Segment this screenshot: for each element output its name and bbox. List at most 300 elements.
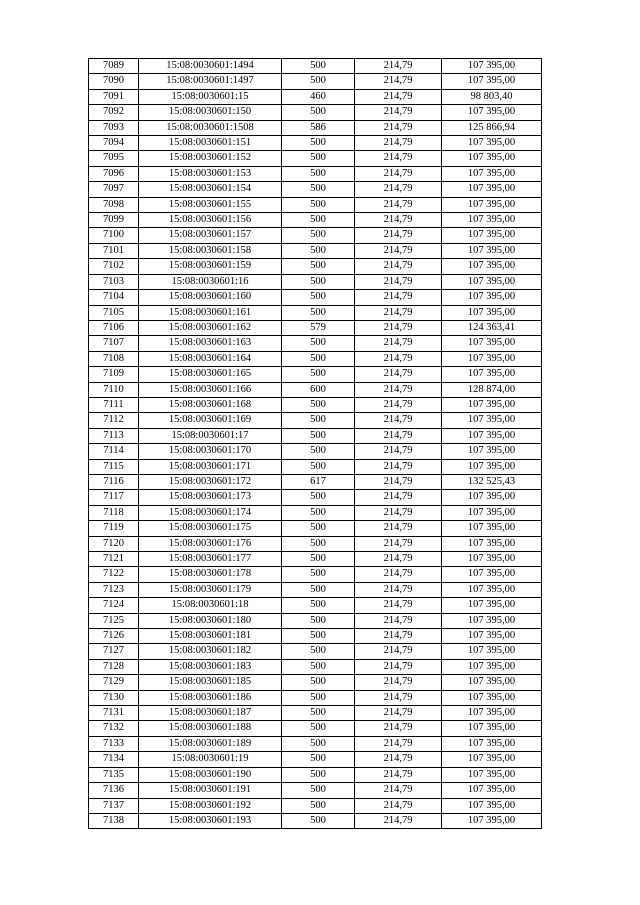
row-number-cell: 7097 xyxy=(89,182,139,197)
cadastral-number-cell: 15:08:0030601:17 xyxy=(139,428,282,443)
cadastral-number-cell: 15:08:0030601:166 xyxy=(139,382,282,397)
total-value-cell: 107 395,00 xyxy=(442,798,542,813)
total-value-cell: 107 395,00 xyxy=(442,136,542,151)
row-number-cell: 7105 xyxy=(89,305,139,320)
unit-price-cell: 214,79 xyxy=(355,767,442,782)
total-value-cell: 107 395,00 xyxy=(442,151,542,166)
row-number-cell: 7090 xyxy=(89,74,139,89)
area-cell: 500 xyxy=(282,505,355,520)
unit-price-cell: 214,79 xyxy=(355,813,442,828)
total-value-cell: 107 395,00 xyxy=(442,783,542,798)
unit-price-cell: 214,79 xyxy=(355,197,442,212)
table-row xyxy=(89,598,542,613)
unit-price-cell: 214,79 xyxy=(355,397,442,412)
area-cell: 500 xyxy=(282,274,355,289)
cadastral-number-cell: 15:08:0030601:154 xyxy=(139,182,282,197)
cadastral-number-cell: 15:08:0030601:192 xyxy=(139,798,282,813)
row-number-cell: 7092 xyxy=(89,105,139,120)
total-value-cell: 107 395,00 xyxy=(442,598,542,613)
area-cell: 500 xyxy=(282,521,355,536)
table-row xyxy=(89,721,542,736)
total-value-cell: 107 395,00 xyxy=(442,413,542,428)
table-row xyxy=(89,675,542,690)
table-row xyxy=(89,105,542,120)
unit-price-cell: 214,79 xyxy=(355,752,442,767)
total-value-cell: 107 395,00 xyxy=(442,490,542,505)
unit-price-cell: 214,79 xyxy=(355,243,442,258)
total-value-cell: 107 395,00 xyxy=(442,259,542,274)
unit-price-cell: 214,79 xyxy=(355,675,442,690)
unit-price-cell: 214,79 xyxy=(355,166,442,181)
total-value-cell: 132 525,43 xyxy=(442,474,542,489)
cadastral-number-cell: 15:08:0030601:18 xyxy=(139,598,282,613)
row-number-cell: 7134 xyxy=(89,752,139,767)
total-value-cell: 107 395,00 xyxy=(442,582,542,597)
area-cell: 500 xyxy=(282,721,355,736)
table-row xyxy=(89,444,542,459)
row-number-cell: 7122 xyxy=(89,567,139,582)
row-number-cell: 7094 xyxy=(89,136,139,151)
total-value-cell: 107 395,00 xyxy=(442,690,542,705)
total-value-cell: 107 395,00 xyxy=(442,521,542,536)
area-cell: 500 xyxy=(282,182,355,197)
area-cell: 500 xyxy=(282,613,355,628)
table-row xyxy=(89,582,542,597)
area-cell: 500 xyxy=(282,736,355,751)
cadastral-number-cell: 15:08:0030601:182 xyxy=(139,644,282,659)
cadastral-number-cell: 15:08:0030601:159 xyxy=(139,259,282,274)
cadastral-number-cell: 15:08:0030601:153 xyxy=(139,166,282,181)
row-number-cell: 7136 xyxy=(89,783,139,798)
row-number-cell: 7111 xyxy=(89,397,139,412)
total-value-cell: 107 395,00 xyxy=(442,767,542,782)
row-number-cell: 7089 xyxy=(89,59,139,74)
row-number-cell: 7104 xyxy=(89,290,139,305)
row-number-cell: 7114 xyxy=(89,444,139,459)
unit-price-cell: 214,79 xyxy=(355,105,442,120)
cadastral-number-cell: 15:08:0030601:188 xyxy=(139,721,282,736)
table-row xyxy=(89,274,542,289)
total-value-cell: 107 395,00 xyxy=(442,182,542,197)
total-value-cell: 107 395,00 xyxy=(442,644,542,659)
unit-price-cell: 214,79 xyxy=(355,213,442,228)
unit-price-cell: 214,79 xyxy=(355,644,442,659)
table-row xyxy=(89,736,542,751)
cadastral-number-cell: 15:08:0030601:19 xyxy=(139,752,282,767)
area-cell: 500 xyxy=(282,428,355,443)
total-value-cell: 98 803,40 xyxy=(442,89,542,104)
area-cell: 500 xyxy=(282,444,355,459)
unit-price-cell: 214,79 xyxy=(355,444,442,459)
area-cell: 500 xyxy=(282,243,355,258)
table-row xyxy=(89,136,542,151)
row-number-cell: 7128 xyxy=(89,659,139,674)
unit-price-cell: 214,79 xyxy=(355,413,442,428)
cadastral-number-cell: 15:08:0030601:174 xyxy=(139,505,282,520)
unit-price-cell: 214,79 xyxy=(355,721,442,736)
row-number-cell: 7120 xyxy=(89,536,139,551)
area-cell: 500 xyxy=(282,197,355,212)
row-number-cell: 7100 xyxy=(89,228,139,243)
total-value-cell: 107 395,00 xyxy=(442,613,542,628)
area-cell: 500 xyxy=(282,105,355,120)
table-row xyxy=(89,752,542,767)
row-number-cell: 7116 xyxy=(89,474,139,489)
area-cell: 500 xyxy=(282,567,355,582)
cadastral-number-cell: 15:08:0030601:1494 xyxy=(139,59,282,74)
area-cell: 579 xyxy=(282,320,355,335)
row-number-cell: 7106 xyxy=(89,320,139,335)
cadastral-number-cell: 15:08:0030601:156 xyxy=(139,213,282,228)
table-row xyxy=(89,151,542,166)
table-row xyxy=(89,613,542,628)
row-number-cell: 7108 xyxy=(89,351,139,366)
cadastral-number-cell: 15:08:0030601:1508 xyxy=(139,120,282,135)
area-cell: 500 xyxy=(282,290,355,305)
total-value-cell: 107 395,00 xyxy=(442,567,542,582)
unit-price-cell: 214,79 xyxy=(355,536,442,551)
cadastral-number-cell: 15:08:0030601:187 xyxy=(139,706,282,721)
area-cell: 500 xyxy=(282,536,355,551)
unit-price-cell: 214,79 xyxy=(355,598,442,613)
table-row xyxy=(89,629,542,644)
unit-price-cell: 214,79 xyxy=(355,505,442,520)
area-cell: 500 xyxy=(282,798,355,813)
table-row xyxy=(89,336,542,351)
area-cell: 500 xyxy=(282,675,355,690)
table-row xyxy=(89,59,542,74)
row-number-cell: 7119 xyxy=(89,521,139,536)
cadastral-number-cell: 15:08:0030601:169 xyxy=(139,413,282,428)
total-value-cell: 107 395,00 xyxy=(442,228,542,243)
table-row xyxy=(89,351,542,366)
area-cell: 500 xyxy=(282,552,355,567)
table-row xyxy=(89,783,542,798)
total-value-cell: 107 395,00 xyxy=(442,367,542,382)
area-cell: 460 xyxy=(282,89,355,104)
row-number-cell: 7127 xyxy=(89,644,139,659)
total-value-cell: 107 395,00 xyxy=(442,336,542,351)
unit-price-cell: 214,79 xyxy=(355,490,442,505)
unit-price-cell: 214,79 xyxy=(355,120,442,135)
area-cell: 500 xyxy=(282,397,355,412)
total-value-cell: 107 395,00 xyxy=(442,197,542,212)
total-value-cell: 107 395,00 xyxy=(442,397,542,412)
area-cell: 500 xyxy=(282,151,355,166)
cadastral-number-cell: 15:08:0030601:173 xyxy=(139,490,282,505)
row-number-cell: 7121 xyxy=(89,552,139,567)
area-cell: 500 xyxy=(282,305,355,320)
table-row xyxy=(89,490,542,505)
area-cell: 500 xyxy=(282,413,355,428)
unit-price-cell: 214,79 xyxy=(355,89,442,104)
unit-price-cell: 214,79 xyxy=(355,474,442,489)
unit-price-cell: 214,79 xyxy=(355,367,442,382)
cadastral-number-cell: 15:08:0030601:185 xyxy=(139,675,282,690)
table-row xyxy=(89,89,542,104)
unit-price-cell: 214,79 xyxy=(355,659,442,674)
total-value-cell: 107 395,00 xyxy=(442,721,542,736)
row-number-cell: 7102 xyxy=(89,259,139,274)
row-number-cell: 7107 xyxy=(89,336,139,351)
table-row xyxy=(89,690,542,705)
total-value-cell: 107 395,00 xyxy=(442,243,542,258)
unit-price-cell: 214,79 xyxy=(355,259,442,274)
row-number-cell: 7096 xyxy=(89,166,139,181)
total-value-cell: 107 395,00 xyxy=(442,444,542,459)
total-value-cell: 107 395,00 xyxy=(442,536,542,551)
total-value-cell: 107 395,00 xyxy=(442,428,542,443)
cadastral-number-cell: 15:08:0030601:165 xyxy=(139,367,282,382)
area-cell: 500 xyxy=(282,166,355,181)
area-cell: 500 xyxy=(282,351,355,366)
total-value-cell: 107 395,00 xyxy=(442,736,542,751)
row-number-cell: 7132 xyxy=(89,721,139,736)
row-number-cell: 7110 xyxy=(89,382,139,397)
unit-price-cell: 214,79 xyxy=(355,320,442,335)
area-cell: 586 xyxy=(282,120,355,135)
row-number-cell: 7112 xyxy=(89,413,139,428)
row-number-cell: 7093 xyxy=(89,120,139,135)
table-row xyxy=(89,197,542,212)
total-value-cell: 107 395,00 xyxy=(442,305,542,320)
cadastral-number-cell: 15:08:0030601:186 xyxy=(139,690,282,705)
area-cell: 500 xyxy=(282,74,355,89)
row-number-cell: 7113 xyxy=(89,428,139,443)
cadastral-number-cell: 15:08:0030601:178 xyxy=(139,567,282,582)
area-cell: 500 xyxy=(282,783,355,798)
total-value-cell: 107 395,00 xyxy=(442,459,542,474)
table-row xyxy=(89,813,542,828)
cadastral-number-cell: 15:08:0030601:171 xyxy=(139,459,282,474)
table-body xyxy=(89,59,542,829)
area-cell: 500 xyxy=(282,213,355,228)
unit-price-cell: 214,79 xyxy=(355,736,442,751)
cadastral-number-cell: 15:08:0030601:158 xyxy=(139,243,282,258)
total-value-cell: 107 395,00 xyxy=(442,166,542,181)
total-value-cell: 124 363,41 xyxy=(442,320,542,335)
unit-price-cell: 214,79 xyxy=(355,336,442,351)
total-value-cell: 107 395,00 xyxy=(442,105,542,120)
cadastral-number-cell: 15:08:0030601:150 xyxy=(139,105,282,120)
unit-price-cell: 214,79 xyxy=(355,567,442,582)
total-value-cell: 107 395,00 xyxy=(442,351,542,366)
row-number-cell: 7118 xyxy=(89,505,139,520)
total-value-cell: 125 866,94 xyxy=(442,120,542,135)
cadastral-number-cell: 15:08:0030601:172 xyxy=(139,474,282,489)
row-number-cell: 7099 xyxy=(89,213,139,228)
row-number-cell: 7130 xyxy=(89,690,139,705)
table-row xyxy=(89,798,542,813)
table-row xyxy=(89,182,542,197)
unit-price-cell: 214,79 xyxy=(355,151,442,166)
row-number-cell: 7091 xyxy=(89,89,139,104)
cadastral-number-cell: 15:08:0030601:155 xyxy=(139,197,282,212)
table-row xyxy=(89,659,542,674)
area-cell: 500 xyxy=(282,752,355,767)
cadastral-number-cell: 15:08:0030601:190 xyxy=(139,767,282,782)
area-cell: 500 xyxy=(282,582,355,597)
cadastral-number-cell: 15:08:0030601:151 xyxy=(139,136,282,151)
cadastral-number-cell: 15:08:0030601:164 xyxy=(139,351,282,366)
table-row xyxy=(89,228,542,243)
row-number-cell: 7131 xyxy=(89,706,139,721)
area-cell: 500 xyxy=(282,706,355,721)
row-number-cell: 7117 xyxy=(89,490,139,505)
table-row xyxy=(89,459,542,474)
table-row xyxy=(89,413,542,428)
row-number-cell: 7129 xyxy=(89,675,139,690)
table-row xyxy=(89,213,542,228)
table-row xyxy=(89,382,542,397)
area-cell: 500 xyxy=(282,598,355,613)
cadastral-number-cell: 15:08:0030601:15 xyxy=(139,89,282,104)
cadastral-number-cell: 15:08:0030601:193 xyxy=(139,813,282,828)
table-row xyxy=(89,259,542,274)
cadastral-number-cell: 15:08:0030601:191 xyxy=(139,783,282,798)
table-row xyxy=(89,536,542,551)
row-number-cell: 7135 xyxy=(89,767,139,782)
table-row xyxy=(89,120,542,135)
unit-price-cell: 214,79 xyxy=(355,74,442,89)
unit-price-cell: 214,79 xyxy=(355,290,442,305)
area-cell: 500 xyxy=(282,690,355,705)
row-number-cell: 7098 xyxy=(89,197,139,212)
unit-price-cell: 214,79 xyxy=(355,305,442,320)
cadastral-number-cell: 15:08:0030601:179 xyxy=(139,582,282,597)
area-cell: 617 xyxy=(282,474,355,489)
table-row xyxy=(89,552,542,567)
table-row xyxy=(89,706,542,721)
table-row xyxy=(89,428,542,443)
total-value-cell: 128 874,00 xyxy=(442,382,542,397)
table-row xyxy=(89,243,542,258)
total-value-cell: 107 395,00 xyxy=(442,290,542,305)
land-plots-table xyxy=(88,58,542,829)
total-value-cell: 107 395,00 xyxy=(442,675,542,690)
unit-price-cell: 214,79 xyxy=(355,382,442,397)
table-row xyxy=(89,290,542,305)
unit-price-cell: 214,79 xyxy=(355,459,442,474)
cadastral-number-cell: 15:08:0030601:183 xyxy=(139,659,282,674)
unit-price-cell: 214,79 xyxy=(355,182,442,197)
row-number-cell: 7109 xyxy=(89,367,139,382)
total-value-cell: 107 395,00 xyxy=(442,552,542,567)
table-row xyxy=(89,74,542,89)
unit-price-cell: 214,79 xyxy=(355,351,442,366)
unit-price-cell: 214,79 xyxy=(355,783,442,798)
cadastral-number-cell: 15:08:0030601:1497 xyxy=(139,74,282,89)
area-cell: 500 xyxy=(282,644,355,659)
area-cell: 500 xyxy=(282,459,355,474)
area-cell: 500 xyxy=(282,59,355,74)
row-number-cell: 7124 xyxy=(89,598,139,613)
total-value-cell: 107 395,00 xyxy=(442,706,542,721)
row-number-cell: 7138 xyxy=(89,813,139,828)
area-cell: 500 xyxy=(282,367,355,382)
cadastral-number-cell: 15:08:0030601:162 xyxy=(139,320,282,335)
unit-price-cell: 214,79 xyxy=(355,552,442,567)
row-number-cell: 7133 xyxy=(89,736,139,751)
cadastral-number-cell: 15:08:0030601:163 xyxy=(139,336,282,351)
table-row xyxy=(89,474,542,489)
cadastral-number-cell: 15:08:0030601:170 xyxy=(139,444,282,459)
cadastral-number-cell: 15:08:0030601:152 xyxy=(139,151,282,166)
unit-price-cell: 214,79 xyxy=(355,629,442,644)
cadastral-number-cell: 15:08:0030601:181 xyxy=(139,629,282,644)
table-row xyxy=(89,644,542,659)
row-number-cell: 7101 xyxy=(89,243,139,258)
total-value-cell: 107 395,00 xyxy=(442,629,542,644)
unit-price-cell: 214,79 xyxy=(355,136,442,151)
unit-price-cell: 214,79 xyxy=(355,228,442,243)
unit-price-cell: 214,79 xyxy=(355,59,442,74)
row-number-cell: 7123 xyxy=(89,582,139,597)
unit-price-cell: 214,79 xyxy=(355,428,442,443)
area-cell: 500 xyxy=(282,228,355,243)
unit-price-cell: 214,79 xyxy=(355,274,442,289)
area-cell: 500 xyxy=(282,490,355,505)
total-value-cell: 107 395,00 xyxy=(442,59,542,74)
total-value-cell: 107 395,00 xyxy=(442,213,542,228)
area-cell: 500 xyxy=(282,813,355,828)
total-value-cell: 107 395,00 xyxy=(442,813,542,828)
row-number-cell: 7126 xyxy=(89,629,139,644)
table-row xyxy=(89,767,542,782)
total-value-cell: 107 395,00 xyxy=(442,505,542,520)
row-number-cell: 7103 xyxy=(89,274,139,289)
row-number-cell: 7125 xyxy=(89,613,139,628)
total-value-cell: 107 395,00 xyxy=(442,659,542,674)
cadastral-number-cell: 15:08:0030601:175 xyxy=(139,521,282,536)
cadastral-number-cell: 15:08:0030601:189 xyxy=(139,736,282,751)
unit-price-cell: 214,79 xyxy=(355,798,442,813)
unit-price-cell: 214,79 xyxy=(355,613,442,628)
area-cell: 500 xyxy=(282,136,355,151)
area-cell: 600 xyxy=(282,382,355,397)
unit-price-cell: 214,79 xyxy=(355,521,442,536)
total-value-cell: 107 395,00 xyxy=(442,752,542,767)
cadastral-number-cell: 15:08:0030601:176 xyxy=(139,536,282,551)
table-row xyxy=(89,567,542,582)
table-row xyxy=(89,505,542,520)
table-row xyxy=(89,367,542,382)
area-cell: 500 xyxy=(282,767,355,782)
unit-price-cell: 214,79 xyxy=(355,582,442,597)
row-number-cell: 7137 xyxy=(89,798,139,813)
table-row xyxy=(89,305,542,320)
total-value-cell: 107 395,00 xyxy=(442,74,542,89)
table-row xyxy=(89,320,542,335)
table-row xyxy=(89,166,542,181)
table-row xyxy=(89,521,542,536)
cadastral-number-cell: 15:08:0030601:16 xyxy=(139,274,282,289)
area-cell: 500 xyxy=(282,659,355,674)
cadastral-number-cell: 15:08:0030601:177 xyxy=(139,552,282,567)
cadastral-number-cell: 15:08:0030601:160 xyxy=(139,290,282,305)
area-cell: 500 xyxy=(282,336,355,351)
cadastral-number-cell: 15:08:0030601:157 xyxy=(139,228,282,243)
unit-price-cell: 214,79 xyxy=(355,690,442,705)
table-row xyxy=(89,397,542,412)
row-number-cell: 7095 xyxy=(89,151,139,166)
row-number-cell: 7115 xyxy=(89,459,139,474)
area-cell: 500 xyxy=(282,259,355,274)
unit-price-cell: 214,79 xyxy=(355,706,442,721)
area-cell: 500 xyxy=(282,629,355,644)
cadastral-number-cell: 15:08:0030601:161 xyxy=(139,305,282,320)
cadastral-number-cell: 15:08:0030601:180 xyxy=(139,613,282,628)
